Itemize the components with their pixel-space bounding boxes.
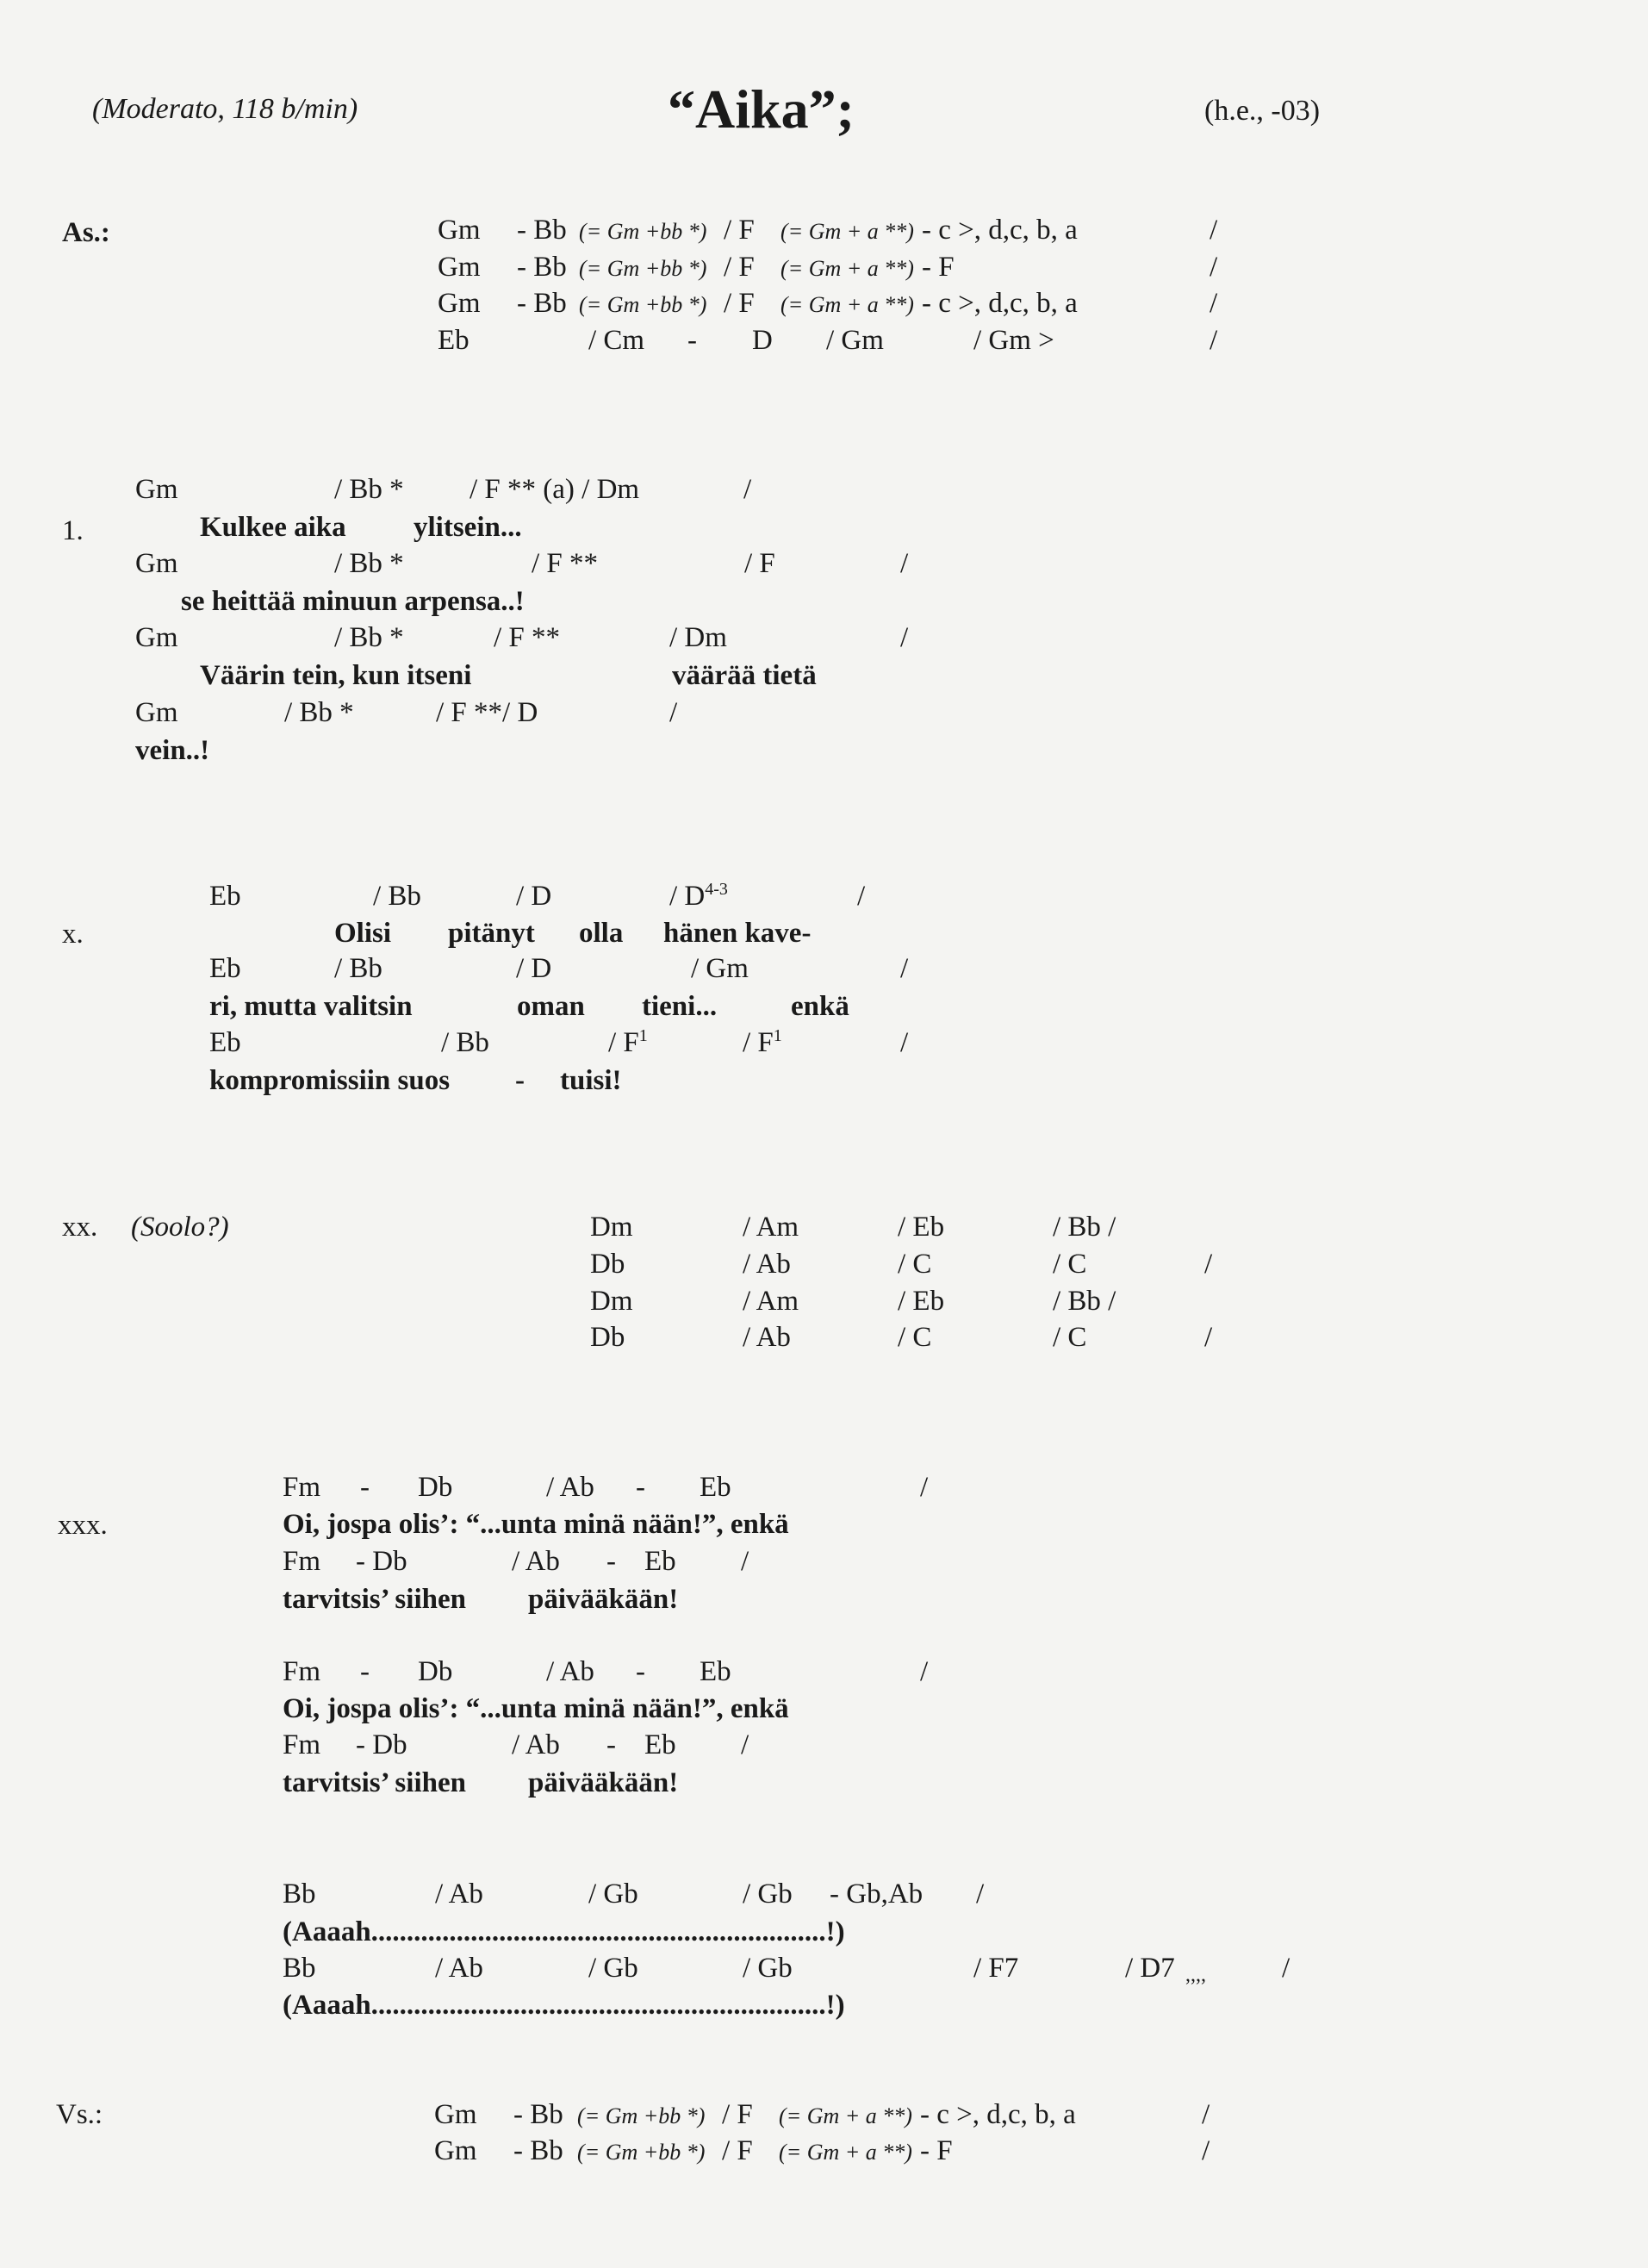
chord-note: (= Gm +bb *)	[579, 219, 707, 244]
chord: Db	[590, 1249, 625, 1280]
bar-line: /	[920, 1656, 929, 1687]
lyric: Oi, jospa olis’: “...unta minä nään!”, enkä	[283, 1509, 789, 1540]
chord-note: (= Gm +bb *)	[579, 256, 707, 281]
chord: / F	[724, 252, 755, 283]
chord: / F	[724, 215, 755, 246]
lyric: Olisi	[334, 918, 392, 949]
chord: Bb	[283, 1879, 316, 1910]
chord: Bb	[283, 1953, 316, 1984]
lyric: tieni...	[642, 991, 718, 1022]
lyric: se heittää minuun arpensa..!	[181, 586, 525, 617]
lyric: päivääkään!	[528, 1767, 679, 1798]
chord: - Bb	[513, 2135, 563, 2166]
chord: Eb	[209, 953, 241, 984]
chord: / F7	[973, 1953, 1019, 1984]
chord: / F	[724, 288, 755, 319]
chord: / Am	[743, 1212, 799, 1243]
chord: / F	[722, 2135, 753, 2166]
bar-line: /	[741, 1546, 749, 1577]
chord: / Bb	[373, 881, 421, 912]
chord: - Gb,Ab	[830, 1879, 924, 1910]
chord: / Gb	[743, 1879, 793, 1910]
chord: / Bb *	[334, 622, 404, 653]
lyric: -	[515, 1065, 525, 1096]
chord: / F **/ D	[436, 697, 538, 728]
lyric: enkä	[791, 991, 849, 1022]
lyric: ri, mutta valitsin	[209, 991, 413, 1022]
chord: - F	[920, 2135, 953, 2166]
chord: / F	[722, 2099, 753, 2130]
lyric: ylitsein...	[414, 512, 522, 543]
chord: / Am	[743, 1286, 799, 1317]
chord: / Gb	[588, 1879, 638, 1910]
lyric: pitänyt	[448, 918, 535, 949]
chord: / Ab	[435, 1953, 483, 1984]
chord: -	[687, 325, 697, 356]
chord: Gm	[135, 622, 178, 653]
chord: - Db	[356, 1729, 407, 1760]
chord-root: / F	[743, 1027, 774, 1058]
bar-line: /	[900, 622, 909, 653]
section-label-intro: As.:	[62, 217, 110, 248]
author-credit: (h.e., -03)	[1204, 95, 1321, 127]
chord: Fm	[283, 1472, 321, 1503]
bar-line: /	[1210, 215, 1218, 246]
solo-title: (Soolo?)	[131, 1212, 229, 1243]
chord: / Gm	[691, 953, 749, 984]
chord: Eb	[644, 1729, 676, 1760]
chord: / F **	[532, 548, 599, 579]
chord: Eb	[700, 1656, 731, 1687]
section-label-chorus: x.	[62, 919, 84, 950]
chord: / Bb *	[334, 474, 404, 505]
section-label-verse: 1.	[62, 515, 84, 546]
chord-note: (= Gm + a **)	[780, 292, 914, 317]
lyric: vein..!	[135, 735, 210, 766]
bar-line: /	[741, 1729, 749, 1760]
chord	[669, 882, 728, 911]
chord-note: (= Gm + a **)	[779, 2140, 912, 2165]
chord: - c >, d,c, b, a	[922, 215, 1078, 246]
chord-note: (= Gm + a **)	[780, 219, 914, 244]
chord: / C	[1053, 1249, 1087, 1280]
song-title: “Aika”;	[668, 78, 855, 140]
chord: - c >, d,c, b, a	[920, 2099, 1076, 2130]
bar-line: /	[900, 953, 909, 984]
chord: / D	[516, 953, 552, 984]
bar-line: /	[1204, 1249, 1213, 1280]
chord: Gm	[438, 288, 481, 319]
chord: / Bb *	[334, 548, 404, 579]
chord: Gm	[135, 474, 178, 505]
chord: Gm	[135, 548, 178, 579]
chord: -	[360, 1656, 370, 1687]
continuation-marks: ,,,,	[1185, 1964, 1206, 1986]
bar-line: /	[669, 697, 678, 728]
lyric: kompromissiin suos	[209, 1065, 451, 1096]
chord: / Ab	[743, 1249, 791, 1280]
bar-line: /	[857, 881, 866, 912]
chord: / D7	[1125, 1953, 1175, 1984]
chord: / Eb	[898, 1286, 945, 1317]
chord	[743, 1026, 782, 1058]
chord: D	[752, 325, 773, 356]
chord: Db	[418, 1472, 453, 1503]
chord: -	[636, 1472, 645, 1503]
chord-note: (= Gm +bb *)	[577, 2103, 706, 2128]
chord: - F	[922, 252, 955, 283]
chord: / Eb	[898, 1212, 945, 1243]
lyric: tuisi!	[560, 1065, 622, 1096]
bar-line: /	[1210, 325, 1218, 356]
bar-line: /	[1282, 1953, 1290, 1984]
chord: / Ab	[546, 1656, 594, 1687]
chord: Gm	[438, 252, 481, 283]
chord: / C	[898, 1249, 932, 1280]
lyric: Kulkee aika	[200, 512, 346, 543]
chord: Fm	[283, 1546, 321, 1577]
chord: / F ** (a) / Dm	[470, 474, 640, 505]
chord: / Ab	[546, 1472, 594, 1503]
chord: -	[360, 1472, 370, 1503]
chord: Eb	[438, 325, 470, 356]
chord: / Bb	[334, 953, 382, 984]
chord-superscript: 1	[638, 1026, 648, 1045]
chord: / Gb	[743, 1953, 793, 1984]
chord: Db	[418, 1656, 453, 1687]
lyric: päivääkään!	[528, 1584, 679, 1615]
bar-line: /	[900, 1027, 909, 1058]
chord: Eb	[209, 881, 241, 912]
chord: Gm	[135, 697, 178, 728]
chord: / F **	[494, 622, 561, 653]
lyric: tarvitsis’ siihen	[283, 1767, 466, 1798]
chord: - Bb	[517, 288, 567, 319]
chord: / Ab	[512, 1729, 560, 1760]
chord: -	[636, 1656, 645, 1687]
chord-superscript: 1	[773, 1026, 782, 1045]
bar-line: /	[900, 548, 909, 579]
chord: / Gm >	[973, 325, 1054, 356]
chord: Gm	[434, 2135, 477, 2166]
chord: / Ab	[743, 1322, 791, 1353]
chord: - Db	[356, 1546, 407, 1577]
section-label-bridge: xxx.	[58, 1510, 108, 1541]
chord: Eb	[644, 1546, 676, 1577]
lyric: Oi, jospa olis’: “...unta minä nään!”, enkä	[283, 1693, 789, 1724]
bar-line: /	[920, 1472, 929, 1503]
chord-note: (= Gm +bb *)	[579, 292, 707, 317]
lyric: Väärin tein, kun itseni	[200, 660, 472, 691]
chord-root: / F	[608, 1027, 639, 1058]
chord: Dm	[590, 1212, 633, 1243]
lyric: olla	[579, 918, 624, 949]
bar-line: /	[743, 474, 752, 505]
chord: - Bb	[517, 215, 567, 246]
chord: / C	[898, 1322, 932, 1353]
chord: / Ab	[512, 1546, 560, 1577]
bar-line: /	[1202, 2135, 1210, 2166]
tempo-marking: (Moderato, 118 b/min)	[92, 93, 358, 125]
chord: / Bb /	[1053, 1212, 1116, 1243]
bar-line: /	[1210, 252, 1218, 283]
chord-suspension: 4-3	[705, 880, 728, 899]
bar-line: /	[1210, 288, 1218, 319]
chord-root: / D	[669, 881, 706, 912]
chord: - c >, d,c, b, a	[922, 288, 1078, 319]
chord: Eb	[209, 1027, 241, 1058]
chord: Eb	[700, 1472, 731, 1503]
chord	[608, 1026, 648, 1058]
chord: / Bb *	[284, 697, 354, 728]
chord-note: (= Gm + a **)	[780, 256, 914, 281]
chord: - Bb	[517, 252, 567, 283]
chord: Fm	[283, 1729, 321, 1760]
chord: Gm	[434, 2099, 477, 2130]
lyric: (Aaaah................................................................!)	[283, 1916, 845, 1947]
chord: / Cm	[588, 325, 645, 356]
chord: -	[606, 1546, 616, 1577]
bar-line: /	[1202, 2099, 1210, 2130]
chord: Db	[590, 1322, 625, 1353]
chord: / F	[744, 548, 775, 579]
lyric: väärää tietä	[672, 660, 817, 691]
chord: / Gm	[826, 325, 884, 356]
section-label-outro: Vs.:	[56, 2099, 103, 2130]
chord: Fm	[283, 1656, 321, 1687]
chord: Gm	[438, 215, 481, 246]
chord: -	[606, 1729, 616, 1760]
bar-line: /	[1204, 1322, 1213, 1353]
chord-note: (= Gm +bb *)	[577, 2140, 706, 2165]
lyric: hänen kave-	[663, 918, 812, 949]
chord: - Bb	[513, 2099, 563, 2130]
chord: / D	[516, 881, 552, 912]
chord: / Bb /	[1053, 1286, 1116, 1317]
chord: / Ab	[435, 1879, 483, 1910]
chord: / Dm	[669, 622, 727, 653]
chord: / Gb	[588, 1953, 638, 1984]
chord: / Bb	[441, 1027, 489, 1058]
chord: / C	[1053, 1322, 1087, 1353]
chord-note: (= Gm + a **)	[779, 2103, 912, 2128]
lyric: (Aaaah................................................................!)	[283, 1990, 845, 2021]
bar-line: /	[976, 1879, 985, 1910]
lyric: tarvitsis’ siihen	[283, 1584, 466, 1615]
chord: Dm	[590, 1286, 633, 1317]
section-label-solo: xx.	[62, 1212, 98, 1243]
lyric: oman	[517, 991, 585, 1022]
